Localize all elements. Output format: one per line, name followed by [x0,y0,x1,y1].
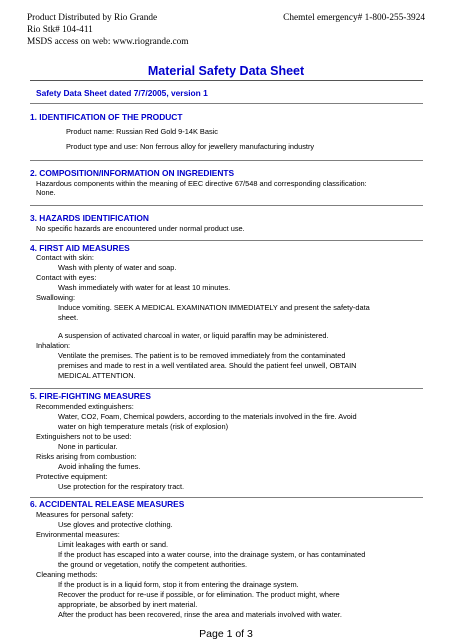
subheading: Cleaning methods: [36,570,98,579]
product-type-use: Product type and use: Non ferrous alloy for jewellery manufacturing industry [66,142,315,151]
subheading: Risks arising from combustion: [36,452,137,461]
instruction: the ground or vegetation, notify the competent authorities. [58,560,247,569]
divider [30,240,423,241]
product-name: Product name: Russian Red Gold 9-14K Basic [66,127,218,136]
header-stock-number: Rio Stk# 104-411 [27,25,93,35]
instruction: Use protection for the respiratory tract. [58,482,185,491]
section-1-heading: 1. IDENTIFICATION OF THE PRODUCT [30,112,183,122]
header-distributor: Product Distributed by Rio Grande [27,13,158,23]
subheading: Inhalation: [36,341,71,350]
divider [30,160,423,161]
instruction: Limit leakages with earth or sand. [58,540,169,549]
instruction: A suspension of activated charcoal in water, or liquid paraffin may be administered. [58,331,329,340]
subheading: Recommended extinguishers: [36,402,134,411]
section-2-heading: 2. COMPOSITION/INFORMATION ON INGREDIENTS [30,168,235,178]
instruction: Recover the product for re-use if possible, or for elimination. The product might, where [58,590,340,599]
section-5-heading: 5. FIRE-FIGHTING MEASURES [30,391,151,401]
section-3-heading: 3. HAZARDS IDENTIFICATION [30,213,149,223]
header-emergency-number: Chemtel emergency# 1-800-255-3924 [283,13,425,23]
page-title: Material Safety Data Sheet [147,64,305,78]
subheading: Contact with eyes: [36,273,97,282]
instruction: premises and made to rest in a well ventilated area. Should the patient feel unwell, OBTAIN [58,361,357,370]
section-2-text: Hazardous components within the meaning of EEC directive 67/548 and corresponding classification: [36,179,367,188]
instruction: MEDICAL ATTENTION. [58,371,136,380]
page-number: Page 1 of 3 [199,628,253,640]
sheet-date-version: Safety Data Sheet dated 7/7/2005, version 1 [36,88,208,98]
instruction: appropriate, be absorbed by inert material. [58,600,198,609]
subheading: Environmental measures: [36,530,120,539]
instruction: Ventilate the premises. The patient is to be removed immediately from the contaminated [58,351,346,360]
divider [30,103,423,104]
section-3-text: No specific hazards are encountered under normal product use. [36,224,245,233]
divider [30,497,423,498]
instruction: sheet. [58,313,79,322]
instruction: Water, CO2, Foam, Chemical powders, according to the materials involved in the fire. Avoid [58,412,357,421]
instruction: None in particular. [58,442,118,451]
instruction: Induce vomiting. SEEK A MEDICAL EXAMINATION IMMEDIATELY and present the safety-data [58,303,370,312]
instruction: Use gloves and protective clothing. [58,520,173,529]
subheading: Extinguishers not to be used: [36,432,132,441]
instruction: Wash immediately with water for at least 10 minutes. [58,283,231,292]
subheading: Measures for personal safety: [36,510,134,519]
instruction: water on high temperature metals (risk of explosion) [58,422,229,431]
instruction: If the product has escaped into a water course, into the drainage system, or has contaminated [58,550,366,559]
instruction: After the product has been recovered, rinse the area and materials involved with water. [58,610,342,619]
instruction: Avoid inhaling the fumes. [58,462,141,471]
section-4-heading: 4. FIRST AID MEASURES [30,243,130,253]
instruction: If the product is in a liquid form, stop it from entering the drainage system. [58,580,299,589]
section-2-text: None. [36,188,56,197]
subheading: Swallowing: [36,293,76,302]
divider [30,388,423,389]
divider [30,205,423,206]
divider [30,80,423,81]
subheading: Contact with skin: [36,253,94,262]
subheading: Protective equipment: [36,472,108,481]
header-msds-web: MSDS access on web: www.riogrande.com [27,37,189,47]
instruction: Wash with plenty of water and soap. [58,263,177,272]
section-6-heading: 6. ACCIDENTAL RELEASE MEASURES [30,499,185,509]
